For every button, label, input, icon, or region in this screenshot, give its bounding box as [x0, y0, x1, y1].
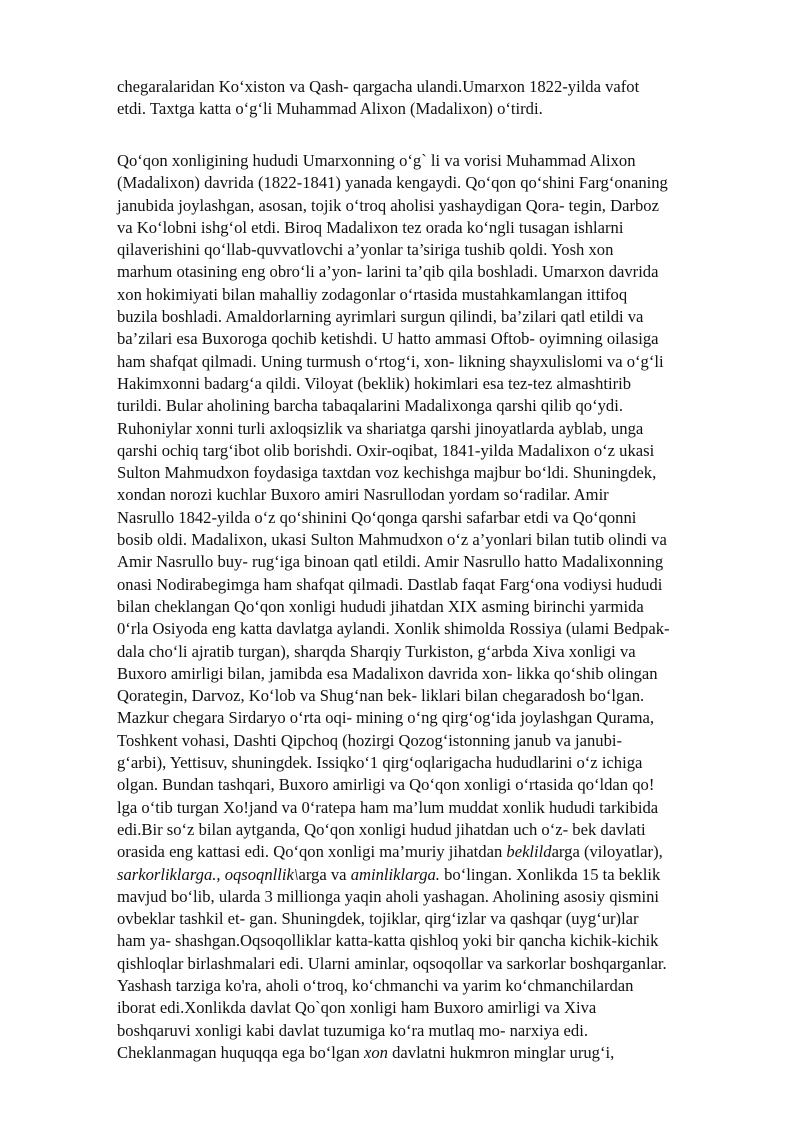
text-line: sarkorliklarga., oqsoqnllik\arga va aminliklarga. bo‘lingan. Xonlikda 15 ta beklik: [117, 864, 661, 884]
text-line: Mazkur chegara Sirdaryo o‘rta oqi- mining o‘ng qirg‘og‘ida joylashgan Qurama,: [117, 708, 654, 728]
text-line: Qo‘qon xonligining hududi Umarxonning o‘g` li va vorisi Muhammad Alixon: [117, 151, 636, 170]
text-line: olgan. Bundan tashqari, Buxoro amirligi va Qo‘qon xonligi o‘rtasida qo‘ldan qo!: [117, 775, 655, 795]
text-line: mavjud bo‘lib, ularda 3 millionga yaqin aholi yashagan. Aholining asosiy qismini: [117, 886, 659, 906]
text-line: Nasrullo 1842-yilda o‘z qo‘shinini Qo‘qonga qarshi safarbar etdi va Qo‘qonni: [117, 507, 637, 527]
text-line: 0‘rla Osiyoda eng katta davlatga aylandi. Xonlik shimolda Rossiya (ulami Bedpak-: [117, 619, 670, 639]
text-line: ham shafqat qilmadi. Uning turmush o‘rtog‘i, xon- likning shayxulislomi va o‘g‘li: [117, 351, 664, 371]
text-line: etdi. Taxtga katta o‘g‘li Muhammad Alixon (Madalixon) o‘tirdi.: [117, 99, 543, 119]
text-line: xondan norozi kuchlar Buxoro amiri Nasrullodan yordam so‘radilar. Amir: [117, 485, 609, 505]
text-line: qilaverishini qo‘llab-quvvatlovchi a’yonlar ta’siriga tushib qoldi. Yosh xon: [117, 240, 614, 260]
text-line: Toshkent vohasi, Dashti Qipchoq (hozirgi Qozog‘istonning janub va janubi-: [117, 730, 623, 750]
text-line: orasida eng kattasi edi. Qo‘qon xonligi ma’muriy jihatdan beklildarga (viloyatlar),: [117, 842, 663, 862]
text-line: Sulton Mahmudxon foydasiga taxtdan voz kechishga majbur bo‘ldi. Shuningdek,: [117, 463, 657, 483]
text-line: bosib oldi. Madalixon, ukasi Sulton Mahmudxon o‘z a’yonlari bilan tutib olindi va: [117, 530, 667, 550]
text-line: onasi Nodirabegimga ham shafqat qilmadi. Dastlab faqat Farg‘ona vodiysi hududi: [117, 574, 663, 594]
text-line: Cheklanmagan huquqqa ega bo‘lgan xon davlatni hukmron minglar urug‘i,: [117, 1042, 615, 1062]
text-line: xon hokimiyati bilan mahalliy zodagonlar o‘rtasida mustahkamlangan ittifoq: [117, 284, 628, 304]
text-line: edi.Bir so‘z bilan aytganda, Qo‘qon xonligi hudud jihatdan uch o‘z- bek davlati: [117, 819, 646, 839]
text-line: g‘arbi), Yettisuv, shuningdek. Issiqko‘1 qirg‘oqlarigacha hududlarini o‘z ichiga: [117, 753, 643, 773]
paragraph-1-body: [117, 76, 747, 121]
text-line: (Madalixon) davrida (1822-1841) yanada kengaydi. Qo‘qon qo‘shini Farg‘onaning: [117, 173, 668, 193]
paragraph-1: [117, 76, 747, 121]
text-line: marhum otasining eng obro‘li a’yon- larini ta’qib qila boshladi. Umarxon davrida: [117, 262, 659, 282]
text-line: lga o‘tib turgan Xo!jand va 0‘ratepa ham ma’lum muddat xonlik hududi tarkibida: [117, 797, 659, 817]
text-line: ham ya- shashgan.Oqsoqolliklar katta-katta qishloq yoki bir qancha kichik-kichik: [117, 931, 659, 951]
text-line: turildi. Bular aholining barcha tabaqalarini Madalixonga qarshi qilib qo‘ydi.: [117, 396, 623, 416]
paragraph-2-body: [117, 150, 747, 1064]
text-line: ba’zilari esa Buxoroga qochib ketishdi. U hatto ammasi Oftob- oyimning oilasiga: [117, 329, 659, 349]
text-line: va Ko‘lobni ishg‘ol etdi. Biroq Madalixon tez orada ko‘ngli tusagan ishlarni: [117, 217, 624, 237]
text-line: buzila boshladi. Amaldorlarning ayrimlari surgun qilindi, ba’zilari qatl etildi va: [117, 307, 644, 327]
text-line: janubida joylashgan, asosan, tojik o‘troq aholisi yashaydigan Qora- tegin, Darboz: [117, 195, 659, 215]
text-line: qishloqlar birlashmalari edi. Ularni aminlar, oqsoqollar va sarkorlar boshqarganlar.: [117, 953, 667, 973]
text-line: Qorategin, Darvoz, Ko‘lob va Shug‘nan bek- liklari bilan chegaradosh bo‘lgan.: [117, 686, 645, 706]
text-line: Yashash tarziga ko'ra, aholi o‘troq, ko‘chmanchi va yarim ko‘chmanchilardan: [117, 975, 634, 995]
text-line: Ruhoniylar xonni turli axloqsizlik va shariatga qarshi jinoyatlarda ayblab, unga: [117, 418, 644, 438]
text-line: iborat edi.Xonlikda davlat Qo`qon xonligi ham Buxoro amirligi va Xiva: [117, 998, 597, 1018]
text-line: ovbeklar tashkil et- gan. Shuningdek, tojiklar, qirg‘izlar va qashqar (uyg‘ur)lar: [117, 909, 639, 929]
text-line: Buxoro amirligi bilan, jamibda esa Madalixon davrida xon- likka qo‘shib olingan: [117, 663, 658, 683]
text-line: bilan cheklangan Qo‘qon xonligi hududi jihatdan XIX asming birinchi yarmida: [117, 596, 644, 616]
text-line: chegaralaridan Ko‘xiston va Qash- qargacha ulandi.Umarxon 1822-yilda vafot: [117, 77, 640, 96]
text-line: boshqaruvi xonligi kabi davlat tuzumiga ko‘ra mutlaq mo- narxiya edi.: [117, 1020, 588, 1040]
text-line: qarshi ochiq targ‘ibot olib borishdi. Oxir-oqibat, 1841-yilda Madalixon o‘z ukasi: [117, 440, 655, 460]
text-line: Hakimxonni badarg‘a qildi. Viloyat (beklik) hokimlari esa tez-tez almashtirib: [117, 373, 632, 393]
text-line: dala cho‘li ajratib turgan), sharqda Sharqiy Turkiston, g‘arbda Xiva xonligi va: [117, 641, 636, 661]
text-line: Amir Nasrullo buy- rug‘iga binoan qatl etildi. Amir Nasrullo hatto Madalixonning: [117, 552, 664, 572]
paragraph-2: [117, 150, 747, 1064]
